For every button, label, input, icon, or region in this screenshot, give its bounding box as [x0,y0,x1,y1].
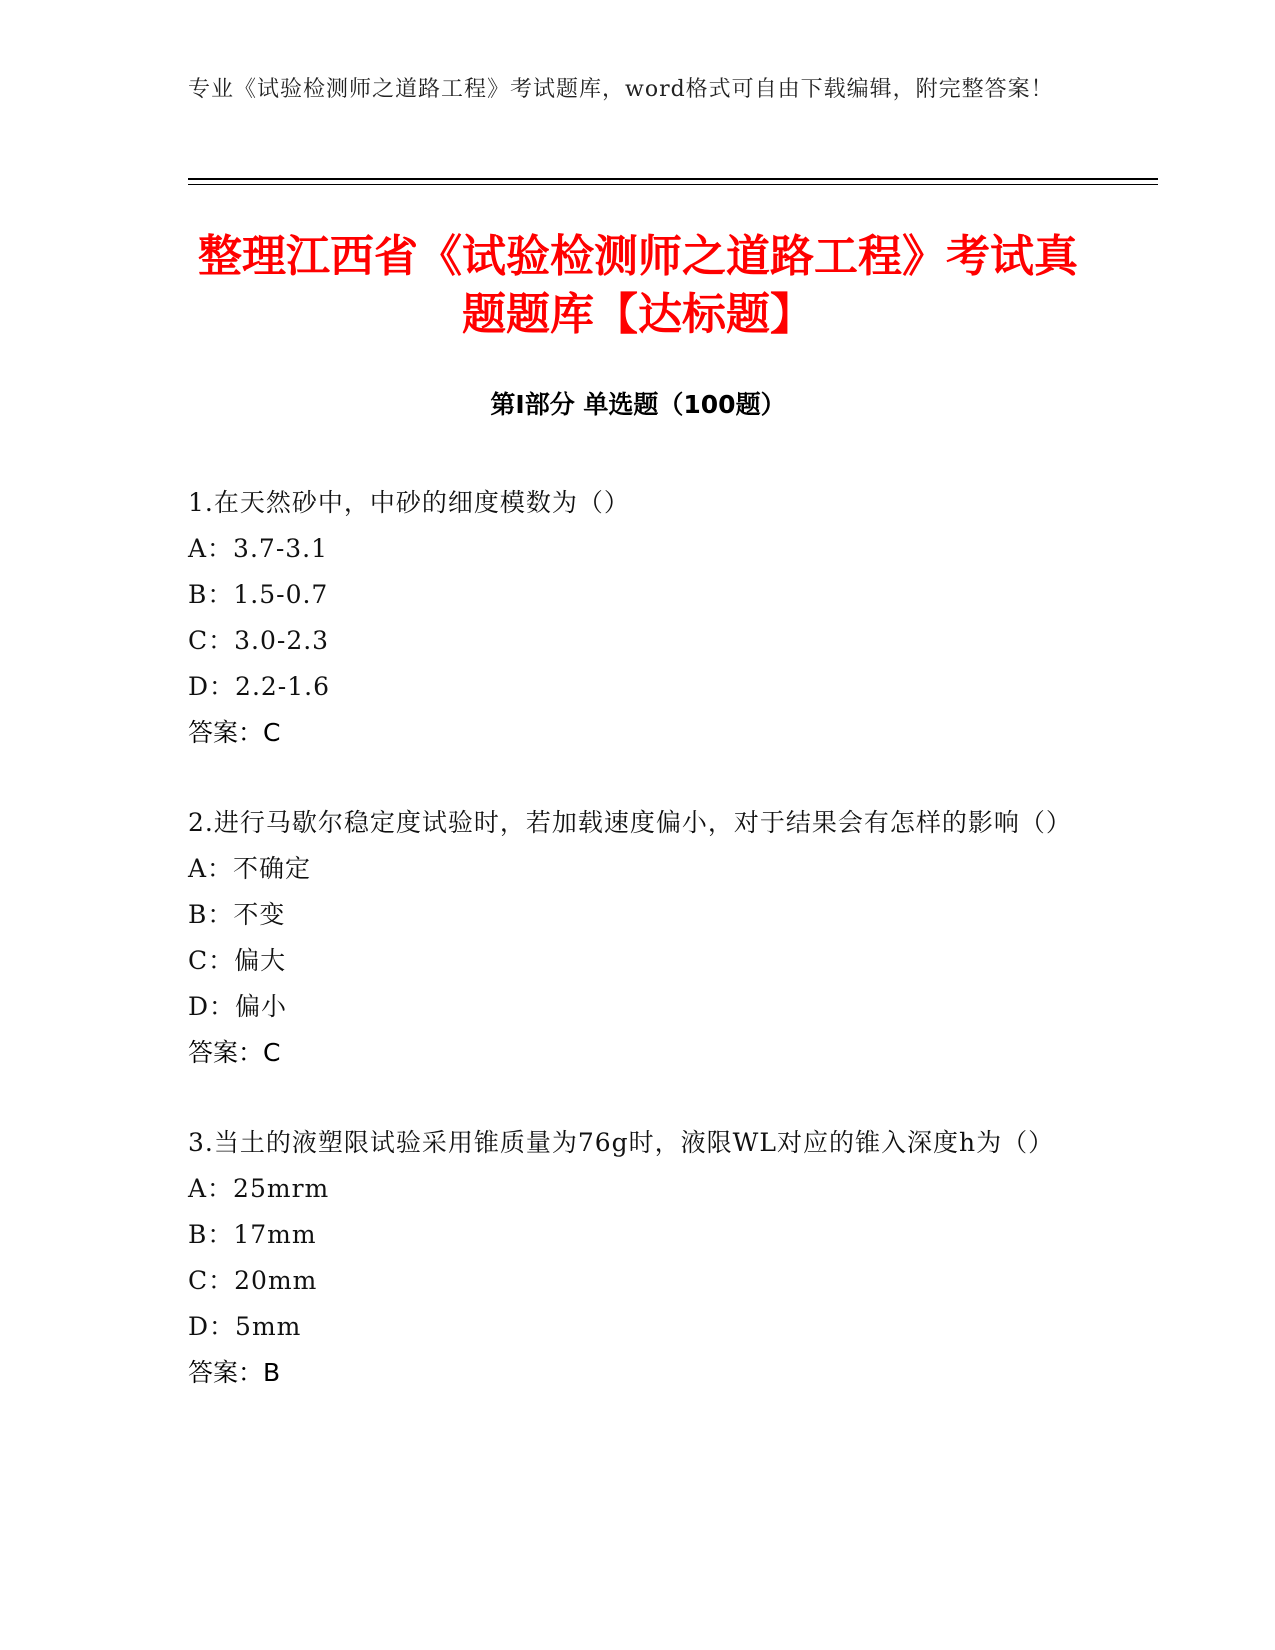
section-title: 第Ⅰ部分 单选题（100题） [490,390,786,419]
answer: 答案：C [188,718,281,747]
question-stem: 1.在天然砂中，中砂的细度模数为（） [188,488,630,517]
option-d: D：5mm [188,1312,302,1341]
option-c: C：3.0-2.3 [188,626,330,655]
option-b: B：17mm [188,1220,317,1249]
question-3 [188,1120,1068,1396]
answer: 答案：B [188,1358,281,1387]
header-note: 专业《试验检测师之道路工程》考试题库，word格式可自由下载编辑，附完整答案！ [188,77,1054,102]
answer: 答案：C [188,1038,281,1067]
option-a: A：3.7-3.1 [188,534,329,563]
option-a: A：不确定 [188,854,312,883]
question-2 [188,800,1072,1076]
question-stem: 2.进行马歇尔稳定度试验时，若加载速度偏小，对于结果会有怎样的影响（） [188,808,1072,837]
document-title: 整理江西省《试验检测师之道路工程》考试真题题库【达标题】 [198,231,1078,340]
option-b: B：不变 [188,900,286,929]
option-d: D：偏小 [188,992,288,1021]
option-b: B：1.5-0.7 [188,580,329,609]
question-stem: 3.当土的液塑限试验采用锥质量为76g时，液限WL对应的锥入深度h为（） [188,1128,1055,1157]
option-d: D：2.2-1.6 [188,672,331,701]
option-c: C：偏大 [188,946,287,975]
option-a: A：25mrm [188,1174,330,1203]
header-divider-thin [188,184,1158,185]
header-divider-thick [188,178,1158,180]
option-c: C：20mm [188,1266,318,1295]
question-1 [188,480,1068,756]
question-list [188,480,1072,1440]
